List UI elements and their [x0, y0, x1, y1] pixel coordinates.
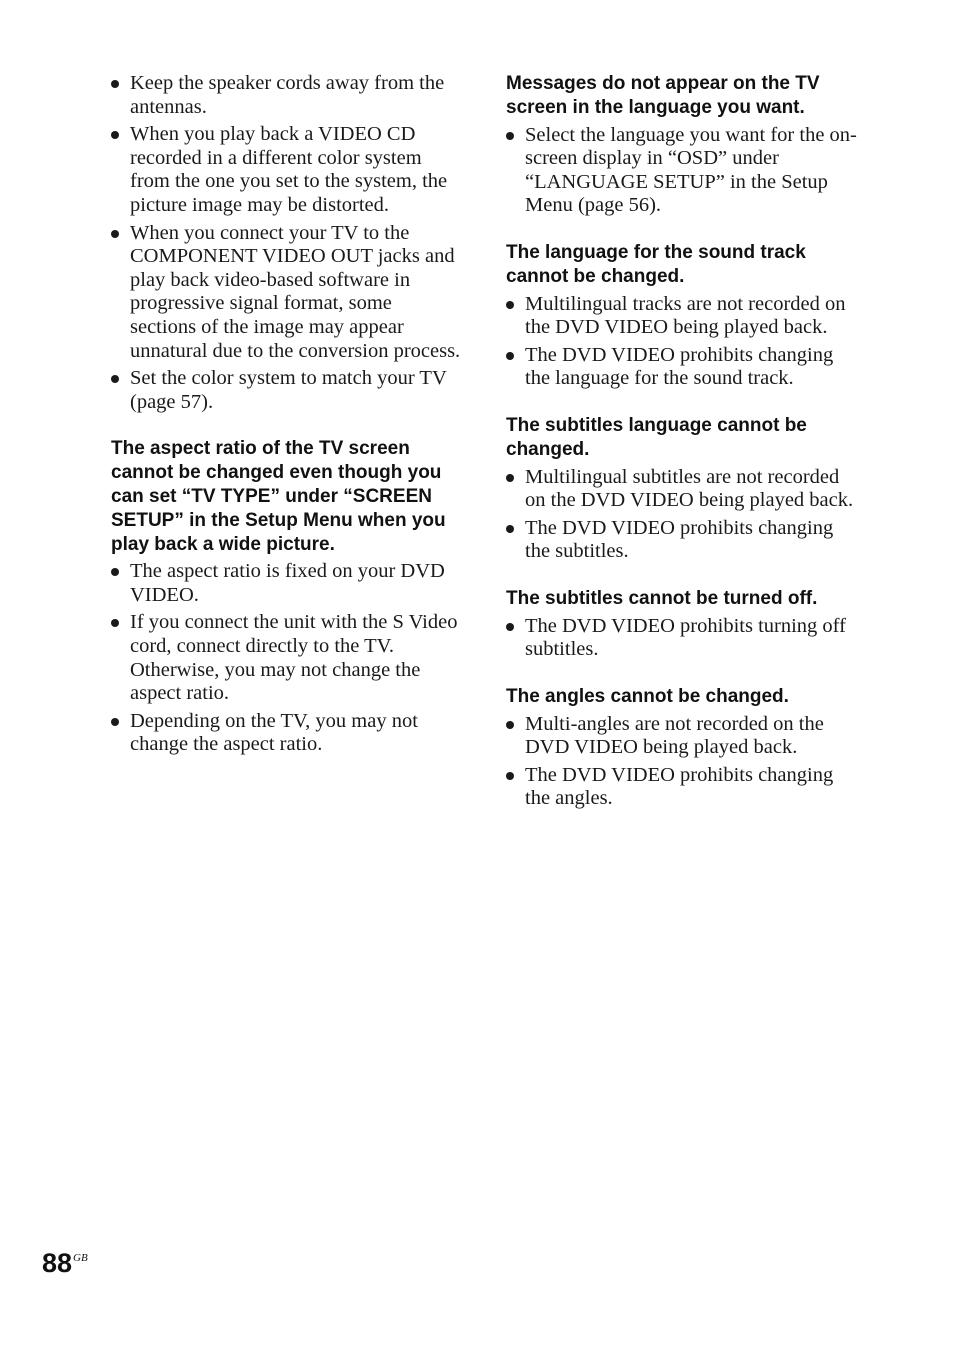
- list-item: When you play back a VIDEO CD recorded in a different color system from the one you set to the system, the picture image may be distorted.: [111, 123, 463, 217]
- region-code: GB: [73, 1252, 88, 1264]
- page-number-value: 88: [42, 1248, 73, 1278]
- section-bullet-list: [506, 293, 858, 391]
- list-item: Multi-angles are not recorded on the DVD VIDEO being played back.: [506, 713, 858, 760]
- bullet-icon: [111, 131, 119, 139]
- bullet-icon: [506, 474, 514, 482]
- right-column: [506, 72, 858, 815]
- section-heading: The subtitles cannot be turned off.: [506, 587, 818, 609]
- section-heading: Messages do not appear on the TV screen in the language you want.: [506, 73, 820, 118]
- section-bullet-list: [506, 713, 858, 811]
- list-item: Depending on the TV, you may not change the aspect ratio.: [111, 710, 463, 757]
- bullet-icon: [111, 619, 119, 627]
- section-bullet-list: [506, 124, 858, 218]
- section-bullet-list: [506, 466, 858, 564]
- list-item: Keep the speaker cords away from the antennas.: [111, 72, 463, 119]
- bullet-icon: [506, 132, 514, 140]
- section-heading: The subtitles language cannot be changed.: [506, 414, 807, 460]
- list-item: The aspect ratio is fixed on your DVD VIDEO.: [111, 560, 463, 607]
- list-item: Set the color system to match your TV (page 57).: [111, 367, 463, 414]
- list-item: The DVD VIDEO prohibits turning off subtitles.: [506, 615, 858, 662]
- list-item: When you connect your TV to the COMPONENT VIDEO OUT jacks and play back video-based software in progressive signal format, some sections of the image may appear unnatural due to the conversion process.: [111, 222, 463, 364]
- bullet-icon: [111, 718, 119, 726]
- list-item: Multilingual tracks are not recorded on the DVD VIDEO being played back.: [506, 293, 858, 340]
- list-item: The DVD VIDEO prohibits changing the subtitles.: [506, 517, 858, 564]
- section-heading: The language for the sound track cannot be changed.: [506, 241, 806, 287]
- section-heading: The angles cannot be changed.: [506, 685, 789, 707]
- list-item: If you connect the unit with the S Video cord, connect directly to the TV. Otherwise, you may not change the aspect ratio.: [111, 611, 463, 705]
- bullet-icon: [111, 375, 119, 383]
- list-item: The DVD VIDEO prohibits changing the language for the sound track.: [506, 344, 858, 391]
- bullet-icon: [506, 301, 514, 309]
- section-bullet-list: [506, 615, 858, 662]
- list-item: The DVD VIDEO prohibits changing the angles.: [506, 764, 858, 811]
- section-bullet-list: [111, 560, 463, 757]
- bullet-icon: [506, 623, 514, 631]
- list-item: Multilingual subtitles are not recorded on the DVD VIDEO being played back.: [506, 466, 858, 513]
- bullet-icon: [506, 525, 514, 533]
- page-number: [42, 1248, 88, 1279]
- section-heading: The aspect ratio of the TV screen cannot be changed even though you can set “TV TYPE” under “SCREEN SETUP” in the Setup Menu when you play back a wide picture.: [111, 438, 446, 555]
- left-column: [111, 72, 463, 761]
- intro-bullet-list: [111, 72, 463, 414]
- bullet-icon: [111, 230, 119, 238]
- bullet-icon: [111, 80, 119, 88]
- bullet-icon: [506, 772, 514, 780]
- bullet-icon: [111, 568, 119, 576]
- bullet-icon: [506, 721, 514, 729]
- bullet-icon: [506, 352, 514, 360]
- list-item: Select the language you want for the on-screen display in “OSD” under “LANGUAGE SETUP” in the Setup Menu (page 56).: [506, 124, 858, 218]
